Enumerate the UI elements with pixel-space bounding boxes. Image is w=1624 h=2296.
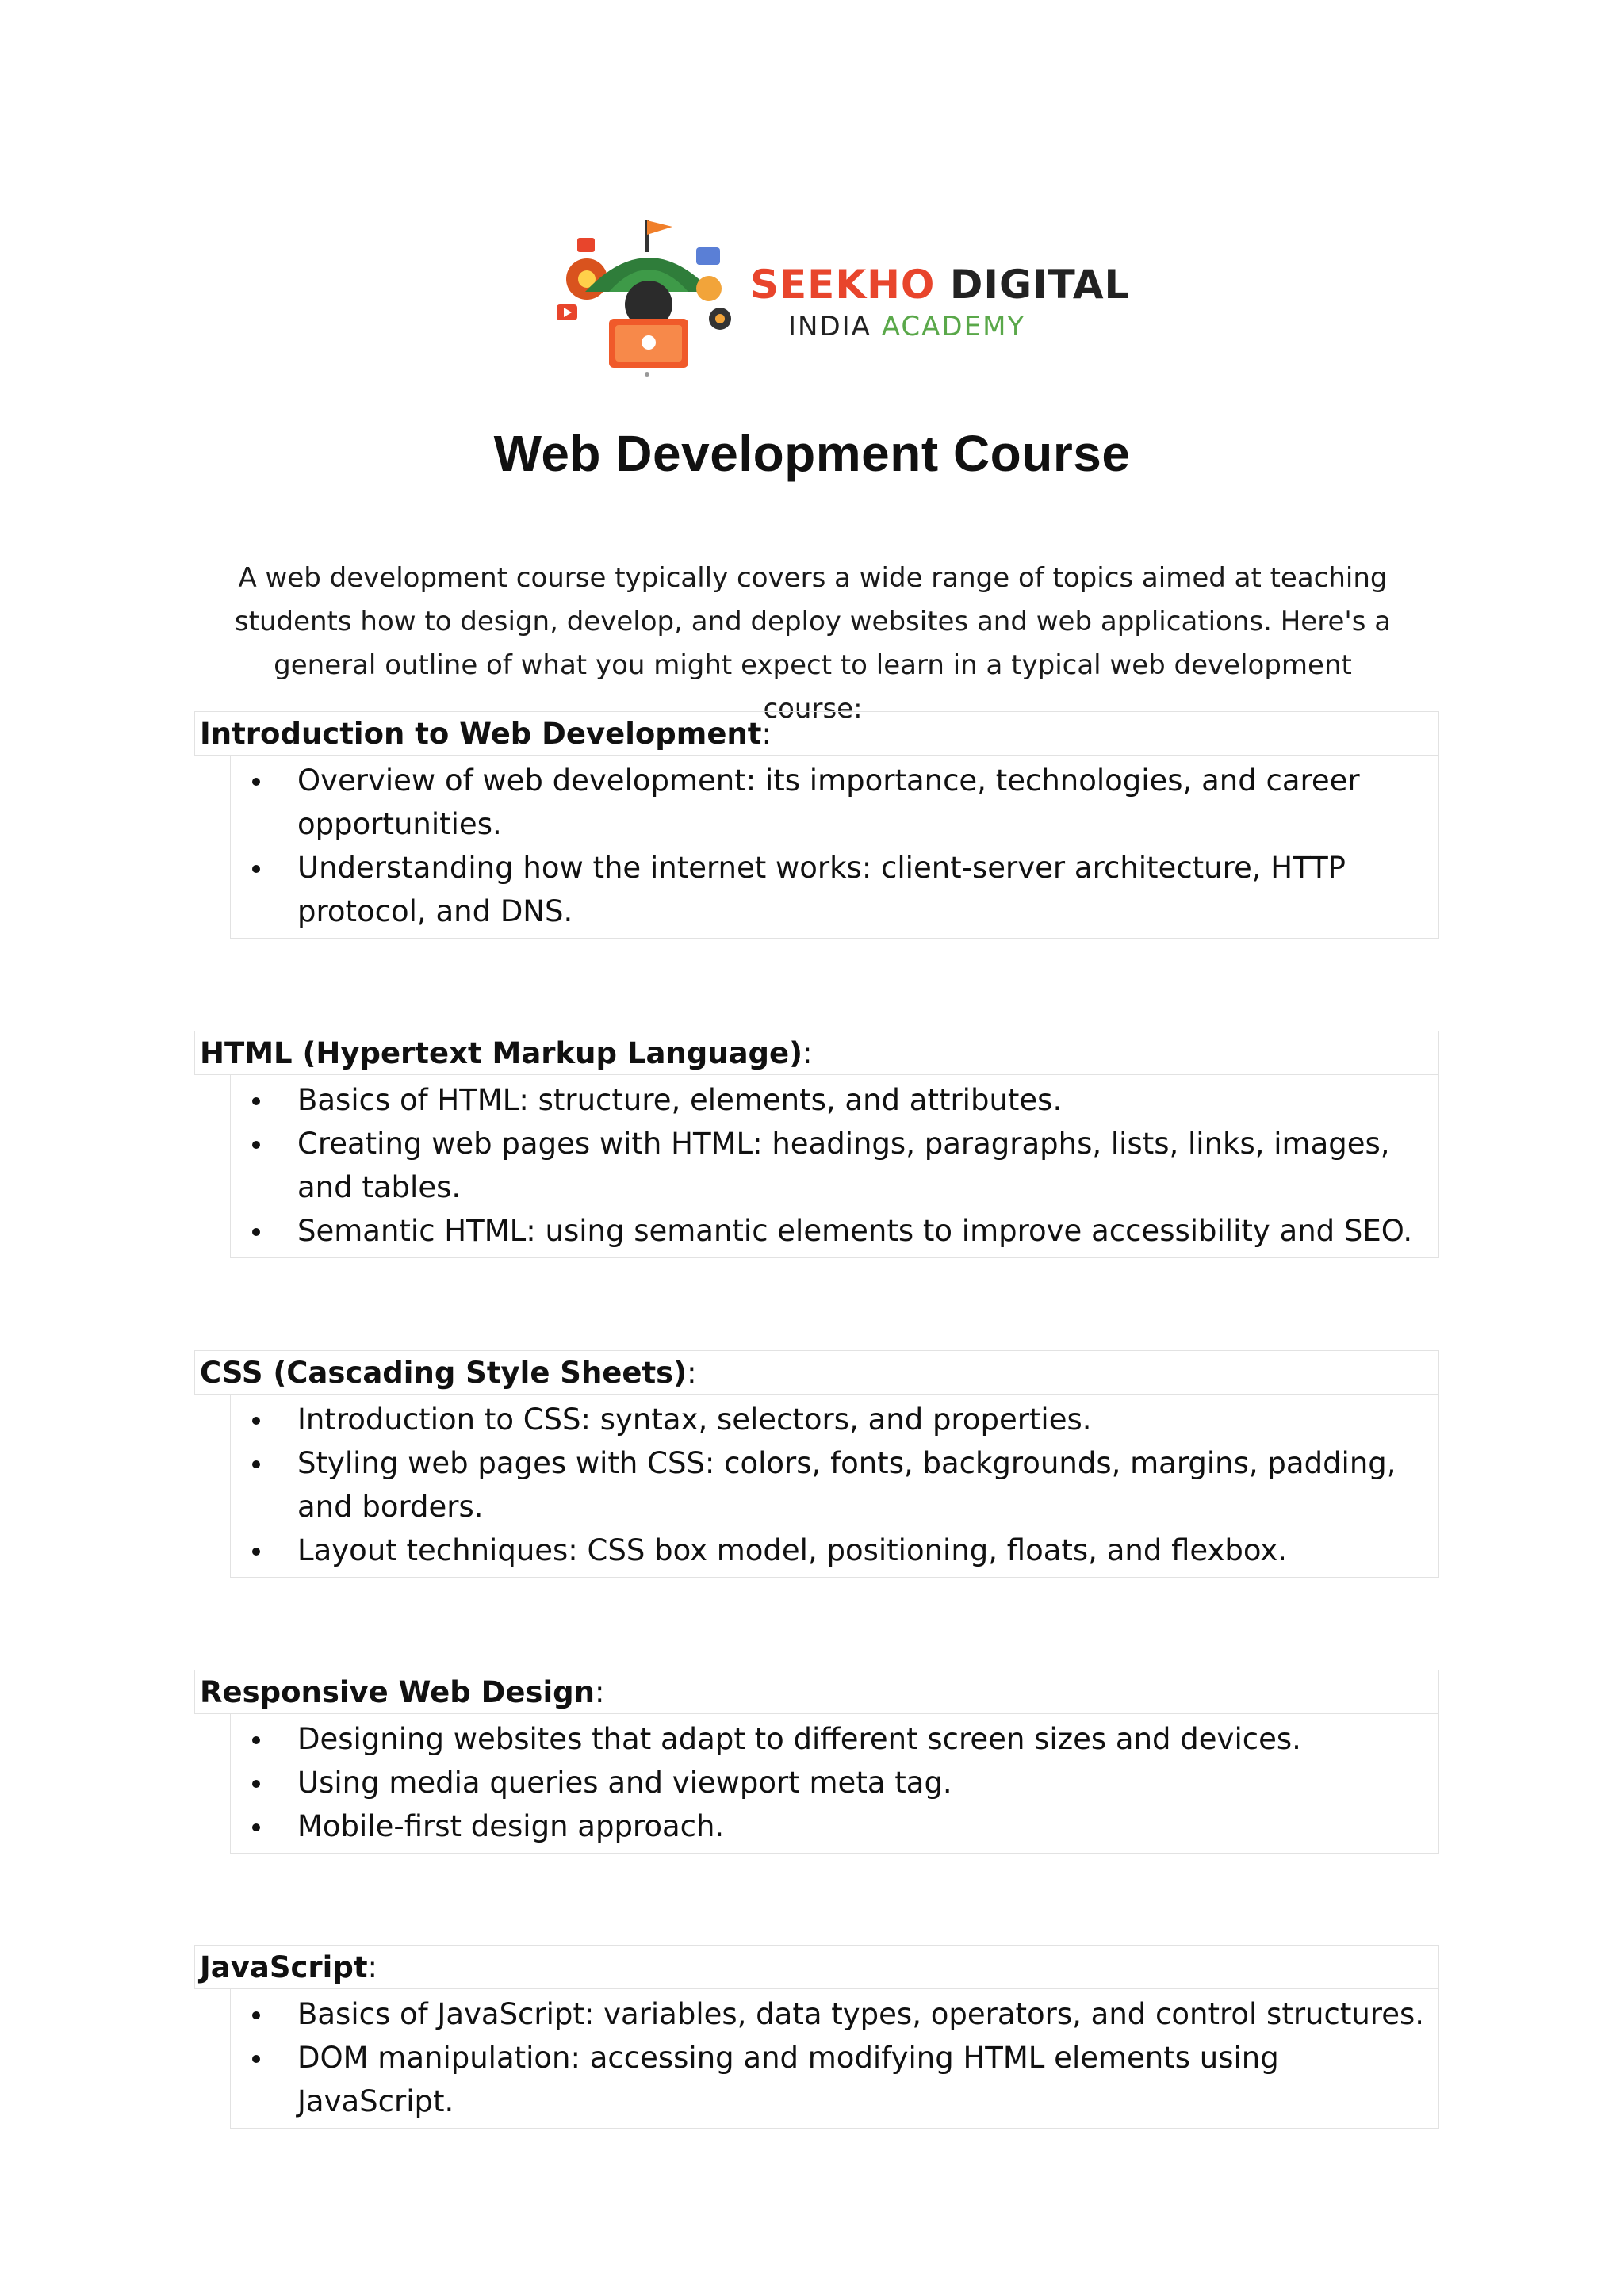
page-title: Web Development Course	[493, 425, 1131, 482]
section-heading-text: Responsive Web Design	[200, 1675, 595, 1709]
list-item: Overview of web development: its importance, technologies, and career opportunities.	[231, 759, 1431, 846]
section-heading	[194, 1670, 1439, 1714]
logo-seekho-text: SEEKHO	[750, 262, 936, 308]
section-heading-text: JavaScript	[200, 1950, 368, 1984]
section-heading-suffix: :	[367, 1950, 377, 1984]
section-heading	[194, 1031, 1439, 1075]
section-heading-suffix: :	[802, 1036, 813, 1070]
section-heading-suffix: :	[594, 1675, 605, 1709]
section-heading-text: Introduction to Web Development	[200, 717, 762, 751]
section-bullet-list	[230, 1714, 1439, 1854]
list-item: Understanding how the internet works: client-server architecture, HTTP protocol, and DNS.	[231, 846, 1431, 933]
section-bullet-list	[230, 756, 1439, 939]
section-bullet-list	[230, 1075, 1439, 1258]
section-heading-suffix: :	[761, 717, 772, 751]
section-css	[194, 1350, 1439, 1578]
logo-digital-text: DIGITAL	[949, 262, 1131, 308]
list-item: Layout techniques: CSS box model, positioning, floats, and flexbox.	[231, 1529, 1431, 1572]
logo-emblem-icon	[553, 216, 744, 382]
section-responsive-design	[194, 1670, 1439, 1854]
section-heading	[194, 711, 1439, 756]
section-heading-text: CSS (Cascading Style Sheets)	[200, 1356, 688, 1390]
logo-wordmark-line-2	[788, 311, 1025, 342]
section-heading	[194, 1945, 1439, 1989]
list-item: Basics of HTML: structure, elements, and attributes.	[231, 1078, 1431, 1122]
section-heading	[194, 1350, 1439, 1395]
section-heading-suffix: :	[687, 1356, 697, 1390]
list-item: Introduction to CSS: syntax, selectors, and properties.	[231, 1398, 1431, 1441]
list-item: DOM manipulation: accessing and modifying HTML elements using JavaScript.	[231, 2036, 1431, 2123]
section-heading-text: HTML (Hypertext Markup Language)	[200, 1036, 803, 1070]
section-bullet-list	[230, 1395, 1439, 1578]
academy-logo	[553, 216, 1131, 382]
logo-wordmark-line-1	[750, 262, 1130, 308]
section-intro-web-dev	[194, 711, 1439, 939]
list-item: Using media queries and viewport meta tag.	[231, 1761, 1431, 1804]
section-javascript	[194, 1945, 1439, 2129]
intro-paragraph: A web development course typically covers a wide range of topics aimed at teaching students how to design, develop, and deploy websites and web applications. Here's a general outline of what you might expect to learn in a typical web development course:	[234, 562, 1392, 725]
list-item: Styling web pages with CSS: colors, fonts, backgrounds, margins, padding, and borders.	[231, 1441, 1431, 1529]
section-html	[194, 1031, 1439, 1258]
list-item: Mobile-first design approach.	[231, 1804, 1431, 1848]
logo-academy-text: ACADEMY	[881, 311, 1026, 342]
list-item: Creating web pages with HTML: headings, paragraphs, lists, links, images, and tables.	[231, 1122, 1431, 1209]
logo-india-text: INDIA	[788, 311, 871, 342]
list-item: Designing websites that adapt to different screen sizes and devices.	[231, 1717, 1431, 1761]
list-item: Basics of JavaScript: variables, data types, operators, and control structures.	[231, 1992, 1431, 2036]
section-bullet-list	[230, 1989, 1439, 2129]
list-item: Semantic HTML: using semantic elements to improve accessibility and SEO.	[231, 1209, 1431, 1253]
